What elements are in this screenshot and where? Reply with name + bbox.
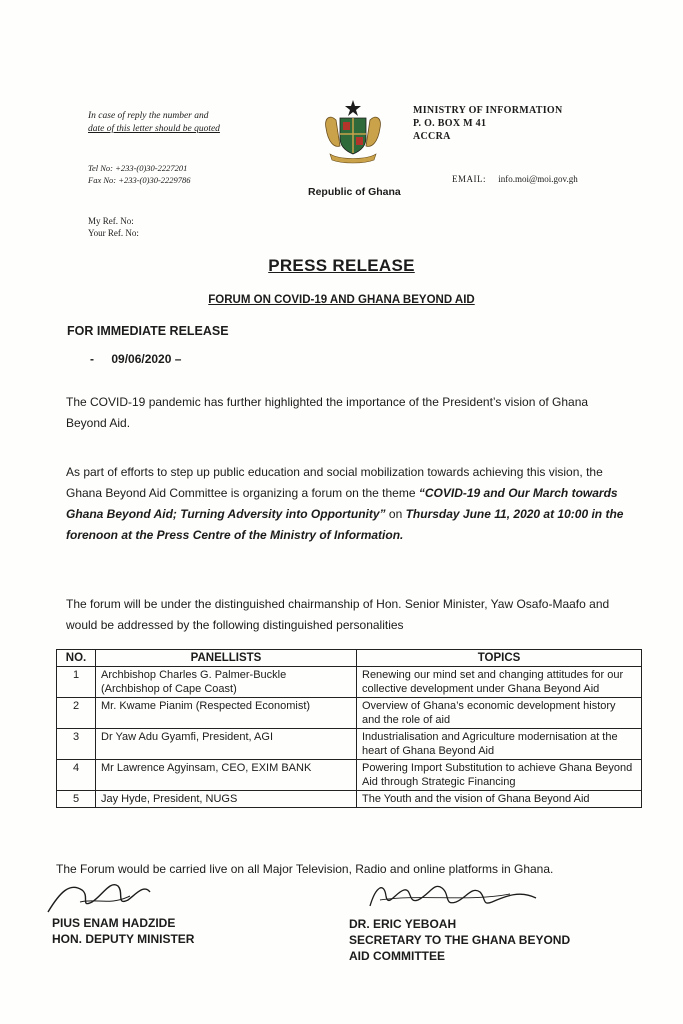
row-number: 4: [57, 760, 96, 791]
reply-note-line2: date of this letter should be quoted: [88, 124, 220, 134]
signatory-right-title-line1: SECRETARY TO THE GHANA BEYOND: [349, 933, 571, 947]
release-label: FOR IMMEDIATE RELEASE: [67, 324, 229, 338]
topic: Industrialisation and Agriculture modernisation at the heart of Ghana Beyond Aid: [357, 729, 642, 760]
table-row: [57, 791, 642, 808]
table-row: [57, 667, 642, 698]
table-row: [57, 698, 642, 729]
panellist: [96, 729, 357, 760]
signatory-left-name: PIUS ENAM HADZIDE: [52, 916, 176, 930]
paragraph-1: The COVID-19 pandemic has further highlighted the importance of the President’s vision of Ghana Beyond Aid.: [66, 395, 589, 430]
panellist-role: (Archbishop of Cape Coast): [101, 683, 237, 695]
email-line: [452, 174, 578, 184]
panellist-name: Dr Yaw Adu Gyamfi, President, AGI: [101, 731, 273, 743]
email-label: EMAIL:: [452, 174, 486, 184]
page-subtitle: FORUM ON COVID-19 AND GHANA BEYOND AID: [208, 294, 475, 306]
ministry-po-box: P. O. BOX M 41: [413, 118, 487, 129]
panellist-name: Archbishop Charles G. Palmer-Buckle: [101, 669, 287, 681]
panellist: [96, 667, 357, 698]
panellist-name: Mr. Kwame Pianim (Respected Economist): [101, 700, 311, 712]
forum-theme: “COVID-19 and Our March towards Ghana Beyond Aid; Turning Adversity into Opportunity”: [66, 486, 618, 521]
reference-numbers: [88, 215, 139, 239]
panellist-name: Mr Lawrence Agyinsam, CEO, EXIM BANK: [101, 762, 312, 774]
row-number: 1: [57, 667, 96, 698]
paragraph-3: The forum will be under the distinguished chairmanship of Hon. Senior Minister, Yaw Osafo-Maafo and would be addressed by the following distinguished personalities: [66, 597, 610, 632]
signatory-right-title-line2: AID COMMITTEE: [349, 949, 445, 963]
republic-of-ghana: Republic of Ghana: [308, 186, 401, 198]
closing-statement: The Forum would be carried live on all Major Television, Radio and online platforms in Ghana.: [56, 862, 554, 876]
topic: Overview of Ghana’s economic development history and the role of aid: [357, 698, 642, 729]
ministry-address: [413, 104, 563, 143]
reply-note: [88, 110, 248, 136]
page-title: PRESS RELEASE: [268, 256, 415, 275]
table-row: [57, 729, 642, 760]
coat-of-arms-icon: [320, 98, 386, 164]
table-row: [57, 760, 642, 791]
date-prefix: -: [90, 352, 94, 366]
signature-right-icon: [360, 872, 550, 920]
topic: Powering Import Substitution to achieve Ghana Beyond Aid through Strategic Financing: [357, 760, 642, 791]
row-number: 2: [57, 698, 96, 729]
panellist: [96, 698, 357, 729]
phone-numbers: [88, 162, 191, 186]
paragraph-2: [66, 462, 626, 546]
paragraph-2-part1: As part of efforts to step up public education and social mobilization towards achieving this vision, the Ghana Beyond Aid Committee is organizing a forum on the theme: [66, 465, 603, 500]
row-number: 3: [57, 729, 96, 760]
table-header-row: [57, 650, 642, 667]
release-date: [90, 352, 181, 366]
fax-number: Fax No: +233-(0)30-2229786: [88, 175, 191, 185]
my-ref: My Ref. No:: [88, 216, 134, 226]
panellist: [96, 791, 357, 808]
signatory-left-title: HON. DEPUTY MINISTER: [52, 932, 195, 946]
ministry-name: MINISTRY OF INFORMATION: [413, 105, 563, 116]
paragraph-2-part2: on: [385, 507, 406, 521]
reply-note-line1: In case of reply the number and: [88, 111, 209, 121]
email-value: info.moi@moi.gov.gh: [498, 174, 578, 184]
ministry-city: ACCRA: [413, 131, 451, 142]
signatory-right-name: DR. ERIC YEBOAH: [349, 917, 457, 931]
topic: The Youth and the vision of Ghana Beyond Aid: [357, 791, 642, 808]
forum-time-venue: Thursday June 11, 2020 at 10:00 in the forenoon at the Press Centre of the Ministry of Information.: [66, 507, 624, 542]
signatory-right: [349, 916, 570, 964]
your-ref: Your Ref. No:: [88, 228, 139, 238]
header-panellists: PANELLISTS: [96, 650, 357, 667]
panellists-table: [56, 649, 642, 808]
header-no: NO.: [57, 650, 96, 667]
signatory-left: [52, 915, 194, 947]
tel-number: Tel No: +233-(0)30-2227201: [88, 163, 188, 173]
topic: Renewing our mind set and changing attitudes for our collective development under Ghana Beyond Aid: [357, 667, 642, 698]
header-topics: TOPICS: [357, 650, 642, 667]
panellist: [96, 760, 357, 791]
row-number: 5: [57, 791, 96, 808]
date-value: 09/06/2020 –: [111, 352, 182, 366]
panellist-name: Jay Hyde, President, NUGS: [101, 793, 238, 805]
